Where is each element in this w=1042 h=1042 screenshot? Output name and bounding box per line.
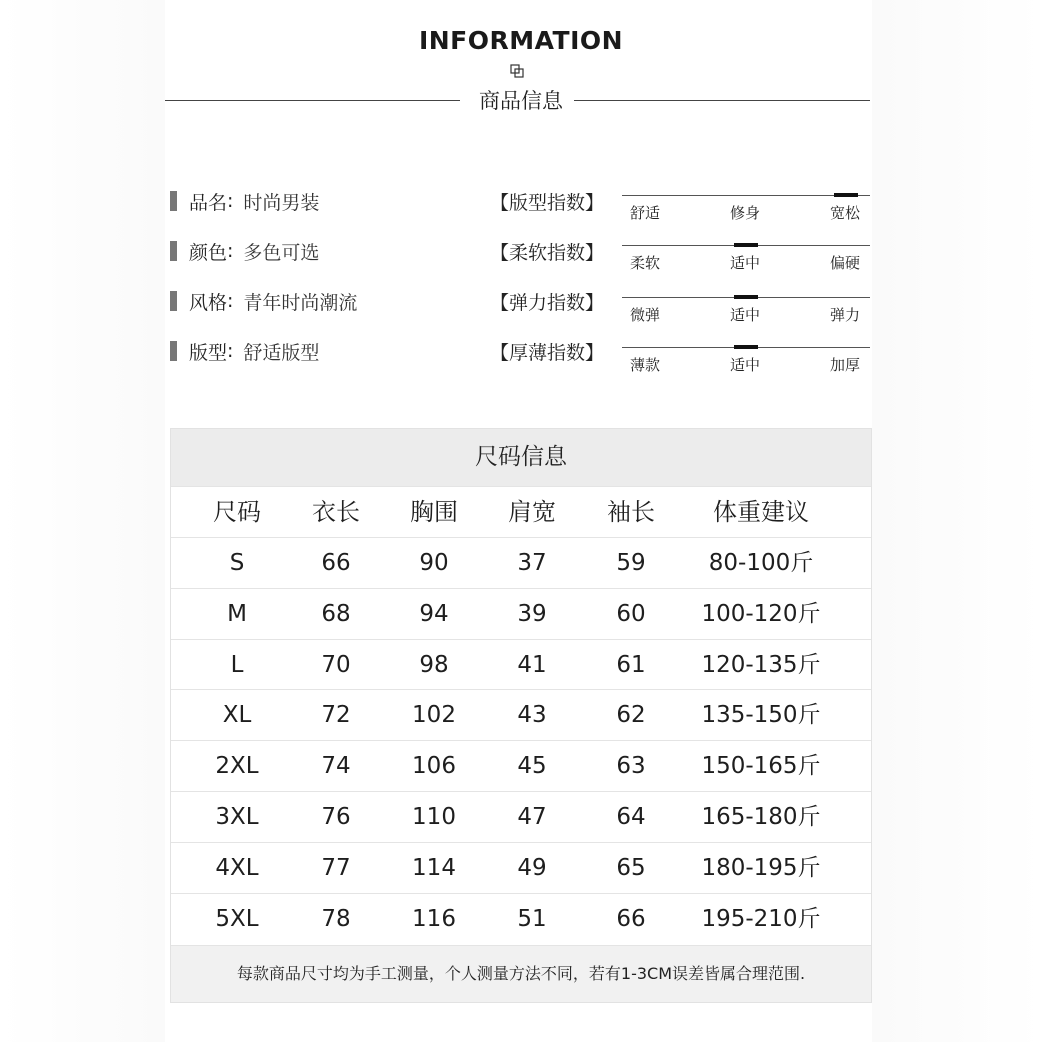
info-item-style [170, 288, 357, 314]
scale-option: 弹力 [830, 306, 861, 324]
table-header-row [171, 486, 871, 537]
table-row [171, 588, 871, 639]
section-subtitle: 商品信息 [479, 89, 563, 113]
value-cell: 60 [616, 600, 646, 627]
scale-option: 舒适 [630, 204, 661, 222]
value-cell: 37 [517, 550, 547, 576]
value-cell: 114 [412, 854, 456, 881]
left-margin [0, 0, 165, 1042]
value-cell: 65 [616, 854, 646, 881]
scale-option: 适中 [730, 306, 761, 324]
value-cell: 41 [517, 651, 547, 678]
value-cell: 180-195斤 [701, 854, 821, 881]
info-item-fit [170, 338, 319, 364]
table-row [171, 740, 871, 791]
value-cell: 165-180斤 [701, 804, 821, 830]
table-row [171, 842, 871, 893]
size-cell: 5XL [215, 905, 259, 932]
index-scale-elasticity [622, 297, 870, 331]
table-row [171, 689, 871, 740]
scale-marker [734, 345, 758, 349]
value-cell: 120-135斤 [701, 651, 821, 678]
value-cell: 43 [517, 702, 547, 729]
scale-option: 微弹 [630, 306, 661, 324]
right-margin [872, 0, 1042, 1042]
info-colon: : [227, 340, 234, 362]
scale-option: 适中 [730, 254, 761, 272]
info-item-name [170, 188, 319, 214]
scale-option: 柔软 [630, 254, 661, 272]
info-bullet [170, 191, 177, 211]
value-cell: 90 [419, 550, 449, 576]
value-cell: 51 [517, 905, 547, 932]
value-cell: 150-165斤 [701, 753, 821, 780]
value-cell: 49 [517, 854, 547, 881]
subtitle-divider-right [574, 100, 870, 101]
scale-option: 偏硬 [830, 254, 861, 272]
value-cell: 66 [616, 905, 646, 932]
info-colon: : [227, 190, 234, 212]
index-label-thickness: 【厚薄指数】 [490, 342, 605, 364]
scale-line [622, 195, 870, 196]
info-value: 时尚男装 [243, 191, 320, 214]
table-row [171, 639, 871, 690]
info-label: 品名 [189, 191, 228, 214]
scale-marker [834, 193, 858, 197]
size-cell: 2XL [215, 753, 259, 780]
value-cell: 76 [321, 804, 351, 830]
scale-option: 薄款 [630, 356, 661, 374]
scale-marker [734, 243, 758, 247]
overlapping-squares-icon [510, 64, 524, 78]
info-value: 多色可选 [243, 241, 320, 264]
value-cell: 72 [321, 702, 351, 729]
info-bullet [170, 341, 177, 361]
header-cell: 袖长 [607, 498, 655, 526]
scale-option: 修身 [730, 204, 761, 222]
value-cell: 39 [517, 600, 547, 627]
size-cell: 4XL [215, 854, 259, 881]
value-cell: 64 [616, 804, 646, 830]
scale-option: 宽松 [830, 204, 861, 222]
header-cell: 体重建议 [713, 498, 809, 526]
value-cell: 135-150斤 [701, 702, 821, 729]
header-cell: 尺码 [213, 498, 261, 526]
size-table [170, 428, 872, 1003]
info-value: 青年时尚潮流 [243, 291, 358, 314]
header-cell: 肩宽 [508, 498, 556, 526]
size-cell: S [229, 550, 245, 576]
value-cell: 66 [321, 550, 351, 576]
value-cell: 45 [517, 753, 547, 780]
info-value: 舒适版型 [243, 341, 320, 364]
table-row [171, 791, 871, 842]
info-item-color [170, 238, 319, 264]
value-cell: 80-100斤 [708, 550, 814, 576]
size-table-title: 尺码信息 [171, 429, 871, 486]
index-scale-thickness [622, 347, 870, 381]
value-cell: 195-210斤 [701, 905, 821, 932]
value-cell: 106 [412, 753, 456, 780]
info-label: 版型 [189, 341, 228, 364]
value-cell: 77 [321, 854, 351, 881]
info-colon: : [227, 240, 234, 262]
value-cell: 74 [321, 753, 351, 780]
info-label: 风格 [189, 291, 228, 314]
value-cell: 100-120斤 [701, 600, 821, 627]
table-row [171, 893, 871, 944]
info-colon: : [227, 290, 234, 312]
size-cell: M [227, 600, 247, 627]
value-cell: 98 [419, 651, 449, 678]
index-label-fit: 【版型指数】 [490, 192, 605, 214]
index-scale-softness [622, 245, 870, 279]
index-scale-fit [622, 195, 870, 229]
value-cell: 94 [419, 600, 449, 627]
header-cell: 胸围 [410, 498, 458, 526]
value-cell: 78 [321, 905, 351, 932]
value-cell: 47 [517, 804, 547, 830]
index-label-elasticity: 【弹力指数】 [490, 292, 605, 314]
value-cell: 110 [412, 804, 456, 830]
size-cell: XL [222, 702, 252, 729]
table-row [171, 537, 871, 588]
header-cell: 衣长 [312, 498, 360, 526]
measurement-note: 每款商品尺寸均为手工测量，个人测量方法不同，若有1-3CM误差皆属合理范围. [171, 945, 871, 1002]
value-cell: 70 [321, 651, 351, 678]
size-cell: L [230, 651, 244, 678]
scale-marker [734, 295, 758, 299]
value-cell: 116 [412, 905, 456, 932]
value-cell: 59 [616, 550, 646, 576]
index-label-softness: 【柔软指数】 [490, 242, 605, 264]
value-cell: 63 [616, 753, 646, 780]
page-title: INFORMATION [418, 26, 624, 55]
value-cell: 62 [616, 702, 646, 729]
scale-option: 适中 [730, 356, 761, 374]
value-cell: 102 [412, 702, 456, 729]
info-bullet [170, 291, 177, 311]
scale-option: 加厚 [830, 356, 861, 374]
value-cell: 61 [616, 651, 646, 678]
value-cell: 68 [321, 600, 351, 627]
info-bullet [170, 241, 177, 261]
info-label: 颜色 [189, 241, 228, 264]
size-cell: 3XL [215, 804, 259, 830]
